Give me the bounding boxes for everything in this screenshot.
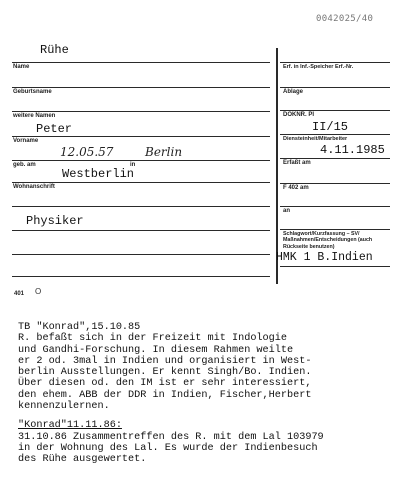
in-label: in <box>130 162 136 168</box>
address-value: Westberlin <box>62 167 135 181</box>
ablage-line <box>280 87 390 88</box>
dienst-line <box>280 134 390 135</box>
entry-2-header: "Konrad"11.11.86: <box>18 420 122 432</box>
entry-2-line: des Rühe ausgewertet. <box>18 454 147 466</box>
blank-line-2 <box>12 276 270 277</box>
f402-label: F 402 am <box>283 185 309 191</box>
an-line <box>280 206 390 207</box>
other-names-line <box>12 111 270 112</box>
birth-name-line <box>12 87 270 88</box>
birth-date-value: 12.05.57 <box>60 145 114 159</box>
entry-1-header: TB "Konrad",15.10.85 <box>18 322 141 333</box>
name-value: Rühe <box>40 43 69 57</box>
address-line <box>12 182 270 183</box>
blank-line-1 <box>12 254 270 255</box>
entry-1-line: R. befaßt sich in der Freizeit mit Indologie <box>18 333 287 345</box>
erf-line <box>280 62 390 63</box>
birth-place-value: Berlin <box>145 145 183 159</box>
schlagwort-bottom-line <box>280 266 390 267</box>
other-names-label: weitere Namen <box>13 113 56 119</box>
name-line <box>12 62 270 63</box>
column-divider <box>276 48 278 284</box>
born-label: geb. am <box>13 162 36 168</box>
f402-line <box>280 183 390 184</box>
first-name-line <box>12 136 270 137</box>
punch-hole-circle: O <box>35 287 42 296</box>
first-name-value: Peter <box>36 122 73 136</box>
report-section <box>18 322 324 466</box>
name-label: Name <box>13 64 30 70</box>
schlagwort-value: HMK 1 B.Indien <box>276 251 373 264</box>
erf-label: Erf. in Inf.-Speicher Erf.-Nr. <box>283 64 354 70</box>
entry-1-line: Über diesen od. den IM ist er sehr interessiert, <box>18 378 312 390</box>
occupation-line <box>12 230 270 231</box>
entry-1-line: den ehem. ABB der DDR in Indien, Fischer,Herbert <box>18 389 312 401</box>
entry-1-line: kennenzulernen. <box>18 401 110 413</box>
ablage-label: Ablage <box>283 89 304 95</box>
entry-1-line: und Gandhi-Forschung. In diesem Rahmen weilte <box>18 344 294 356</box>
doknr-value: II/15 <box>312 120 349 134</box>
birth-name-label: Geburtsname <box>13 89 52 95</box>
born-line <box>12 160 270 161</box>
entry-1-line: er 2 od. 3mal in Indien und organisiert in West- <box>18 355 312 367</box>
erfasst-label: Erfaßt am <box>283 160 311 166</box>
doknr-label: DOKNR. PI <box>283 112 315 118</box>
archive-stamp-number: 0042025/40 <box>316 14 374 24</box>
first-name-label: Vorname <box>13 138 39 144</box>
entry-1-line: berlin Ausstellungen. Er kennt Singh/Bo. Indien. <box>18 367 312 379</box>
doknr-line <box>280 110 390 111</box>
address-label: Wohnanschrift <box>13 184 55 190</box>
occupation-value: Physiker <box>26 214 84 228</box>
dienst-label: Diensteinheit/Mitarbeiter <box>283 136 348 142</box>
erfasst-line <box>280 158 390 159</box>
entry-2-line: 31.10.86 Zusammentreffen des R. mit dem Lal 103979 <box>18 431 324 443</box>
address-line-2 <box>12 206 270 207</box>
schlagwort-label: Schlagwort/Kurzfassung – SV/ Maßnahmen/Entscheidungen (auch Rückseite benutzen) <box>283 231 373 250</box>
dienst-date-value: 4.11.1985 <box>320 143 385 157</box>
an-label: an <box>283 208 291 214</box>
entry-2-line: in der Wohnung des Lal. Es wurde der Indienbesuch <box>18 442 318 454</box>
form-number: 401 <box>14 291 25 297</box>
schlagwort-line <box>280 229 390 230</box>
